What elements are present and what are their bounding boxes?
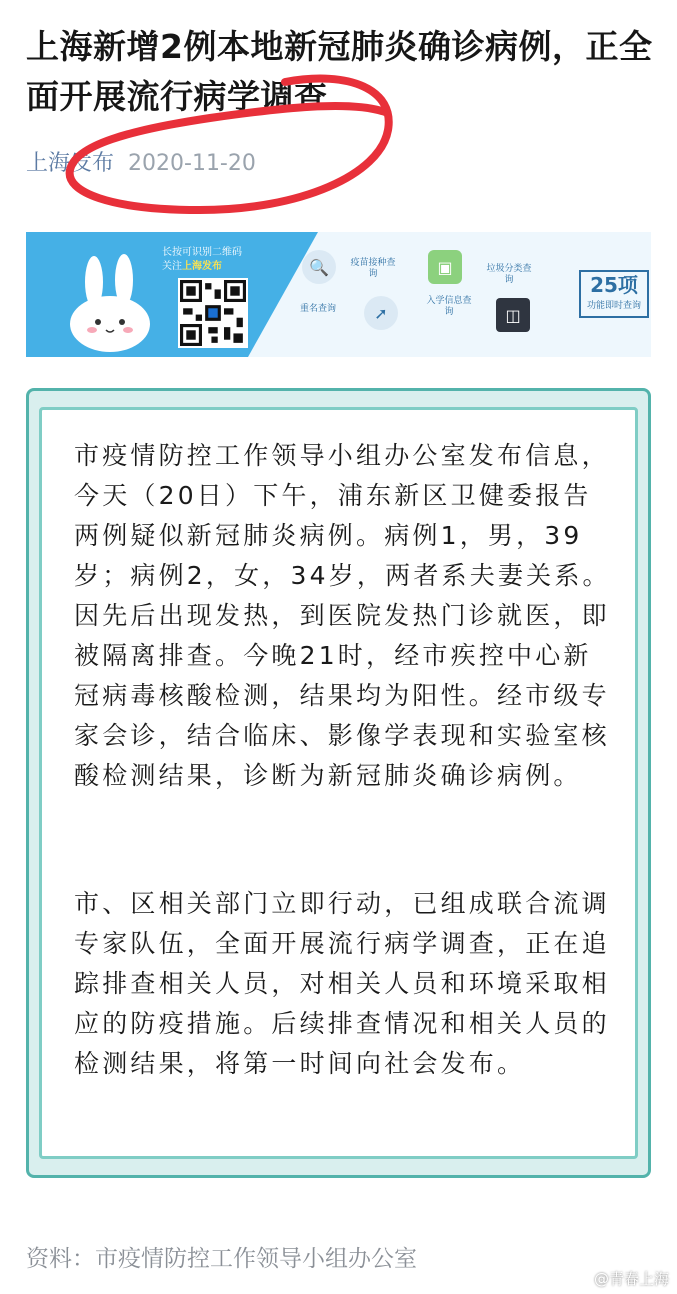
service-vaccine-query[interactable]: 疫苗接种查询 (350, 258, 396, 279)
service-waste-query[interactable]: 垃圾分类查询 (486, 264, 532, 285)
body-paragraph-2: 市、区相关部门立即行动，已组成联合流调专家队伍，全面开展流行病学调查，正在追踪排查相关人员，对相关人员和环境采取相应的防疫措施。后续排查情况和相关人员的检测结果，将第一时间向社会发布。 (74, 889, 610, 1078)
source-credit: 资料：市疫情防控工作领导小组办公室 (26, 1246, 417, 1272)
account-name-link[interactable]: 上海发布 (26, 151, 115, 176)
feature-count: 25项 (590, 273, 638, 297)
weibo-watermark: @青春上海 (593, 1270, 669, 1288)
qr-hint (162, 246, 262, 274)
feature-count-label: 功能即时查询 (586, 301, 641, 311)
trash-bin-icon[interactable]: ◫ (496, 298, 530, 332)
qr-code-icon[interactable] (178, 278, 248, 348)
body-paragraph-1: 市疫情防控工作领导小组办公室发布信息，今天（20日）下午，浦东新区卫健委报告两例疑似新冠肺炎病例。病例1，男，39岁；病例2，女，34岁，两者系夫妻关系。因先后出现发热，到医院发热门诊就医，即被隔离排查。今晚21时，经市疾控中心新冠病毒核酸检测，结果均为阳性。经市级专家会诊，结合临床、影像学表现和实验室核酸检测结果，诊断为新冠肺炎确诊病例。 (74, 441, 611, 790)
feature-count-box[interactable] (579, 270, 649, 318)
bunny-mascot-icon (66, 254, 156, 354)
backpack-icon[interactable]: ▣ (428, 250, 462, 284)
service-school-query[interactable]: 入学信息查询 (426, 296, 472, 317)
publish-date: 2020-11-20 (128, 151, 256, 176)
qr-hint-line2: 关注上海发布 (162, 261, 222, 272)
promo-banner[interactable] (26, 232, 651, 357)
article-title: 上海新增2例本地新冠肺炎确诊病例，正全面开展流行病学调查 (26, 27, 653, 116)
service-name-query[interactable]: 重名查询 (299, 304, 336, 314)
red-circle-annotation (50, 60, 410, 230)
syringe-icon[interactable]: ➚ (364, 296, 398, 330)
qr-hint-line1: 长按可识别二维码 (162, 247, 242, 258)
search-icon[interactable]: 🔍 (302, 250, 336, 284)
